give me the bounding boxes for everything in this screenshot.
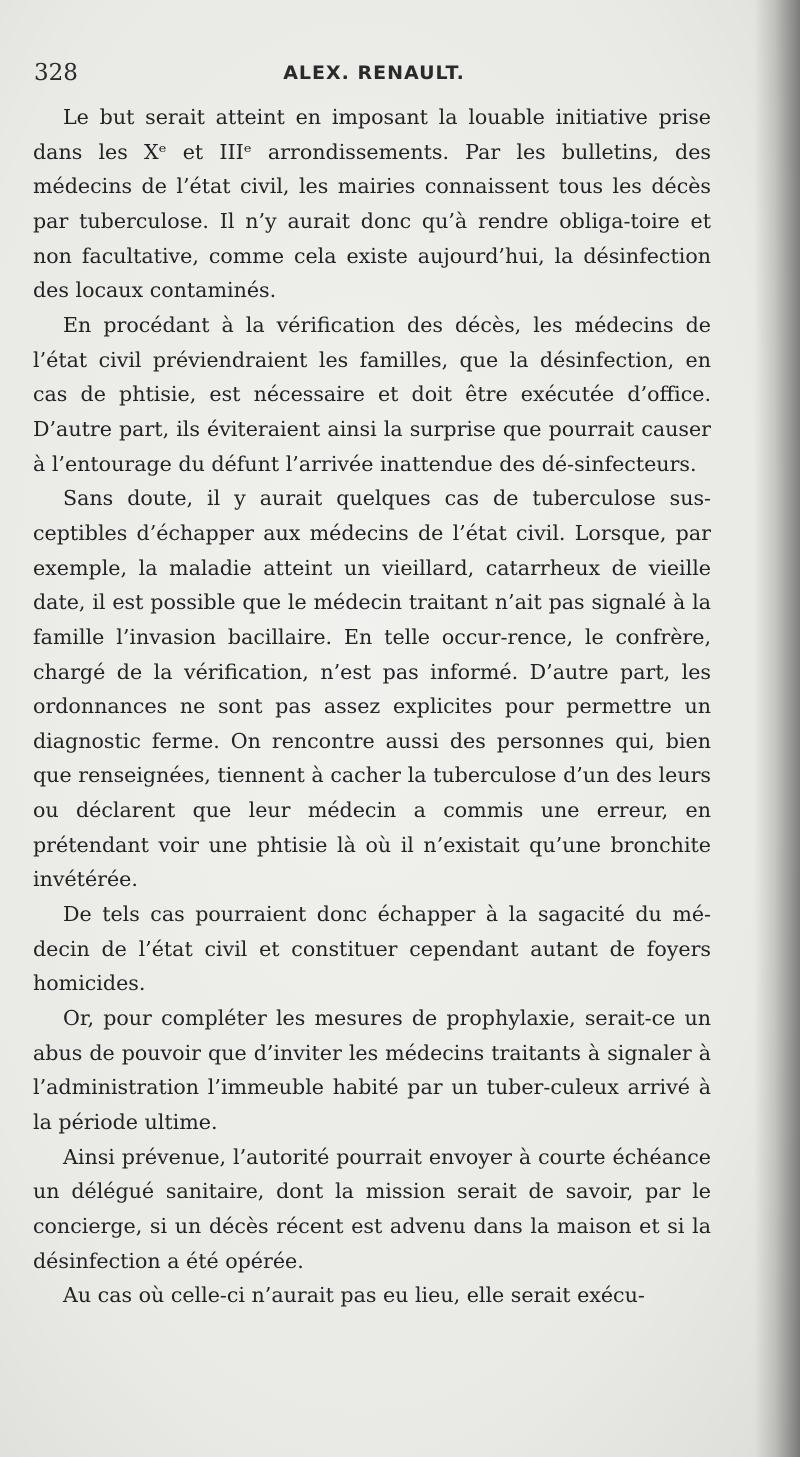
page-header <box>34 60 714 92</box>
page-gutter-shadow <box>754 0 800 1457</box>
running-head: ALEX. RENAULT. <box>283 62 465 84</box>
paragraph: Or, pour compléter les mesures de prophylaxie, serait-ce un abus de pouvoir que d’inviter les médecins traitants à signaler à l’administration l’immeuble habité par un tuber-culeux arrivé à la période ultime. <box>33 1006 711 1135</box>
paragraph: De tels cas pourraient donc échapper à la sagacité du mé-decin de l’état civil et constituer cependant autant de foyers homicides. <box>33 902 711 996</box>
paragraph: Le but serait atteint en imposant la louable initiative prise dans les Xᵉ et IIIᵉ arrondissements. Par les bulletins, des médecins de l’état civil, les mairies connaissent tous les décès par tuberculose. Il n’y aurait donc qu’à rendre obliga-toire et non facultative, comme cela existe aujourd’hui, la désinfection des locaux contaminés. <box>33 105 711 303</box>
body-text <box>33 100 711 1313</box>
paragraph: Ainsi prévenue, l’autorité pourrait envoyer à courte échéance un délégué sanitaire, dont la mission serait de savoir, par le concierge, si un décès récent est advenu dans la maison et si la désinfection a été opérée. <box>33 1144 711 1273</box>
paragraph: Au cas où celle-ci n’aurait pas eu lieu, elle serait exécu- <box>63 1283 645 1308</box>
paragraph: En procédant à la vérification des décès, les médecins de l’état civil préviendraient les familles, que la désinfection, en cas de phtisie, est nécessaire et doit être exécutée d’office. D’autre part, ils éviteraient ainsi la surprise que pourrait causer à l’entourage du défunt l’arrivée inattendue des dé-sinfecteurs. <box>33 312 711 476</box>
paragraph: Sans doute, il y aurait quelques cas de tuberculose sus-ceptibles d’échapper aux médecins de l’état civil. Lorsque, par exemple, la maladie atteint un vieillard, catarrheux de vieille date, il est possible que le médecin traitant n’ait pas signalé à la famille l’invasion bacillaire. En telle occur-rence, le confrère, chargé de la vérification, n’est pas informé. D’autre part, les ordonnances ne sont pas assez explicites pour permettre un diagnostic ferme. On rencontre aussi des personnes qui, bien que renseignées, tiennent à cacher la tuberculose d’un des leurs ou déclarent que leur médecin a commis une erreur, en prétendant voir une phtisie là où il n’existait qu’une bronchite invétérée. <box>33 486 711 892</box>
page-number: 328 <box>34 60 78 86</box>
